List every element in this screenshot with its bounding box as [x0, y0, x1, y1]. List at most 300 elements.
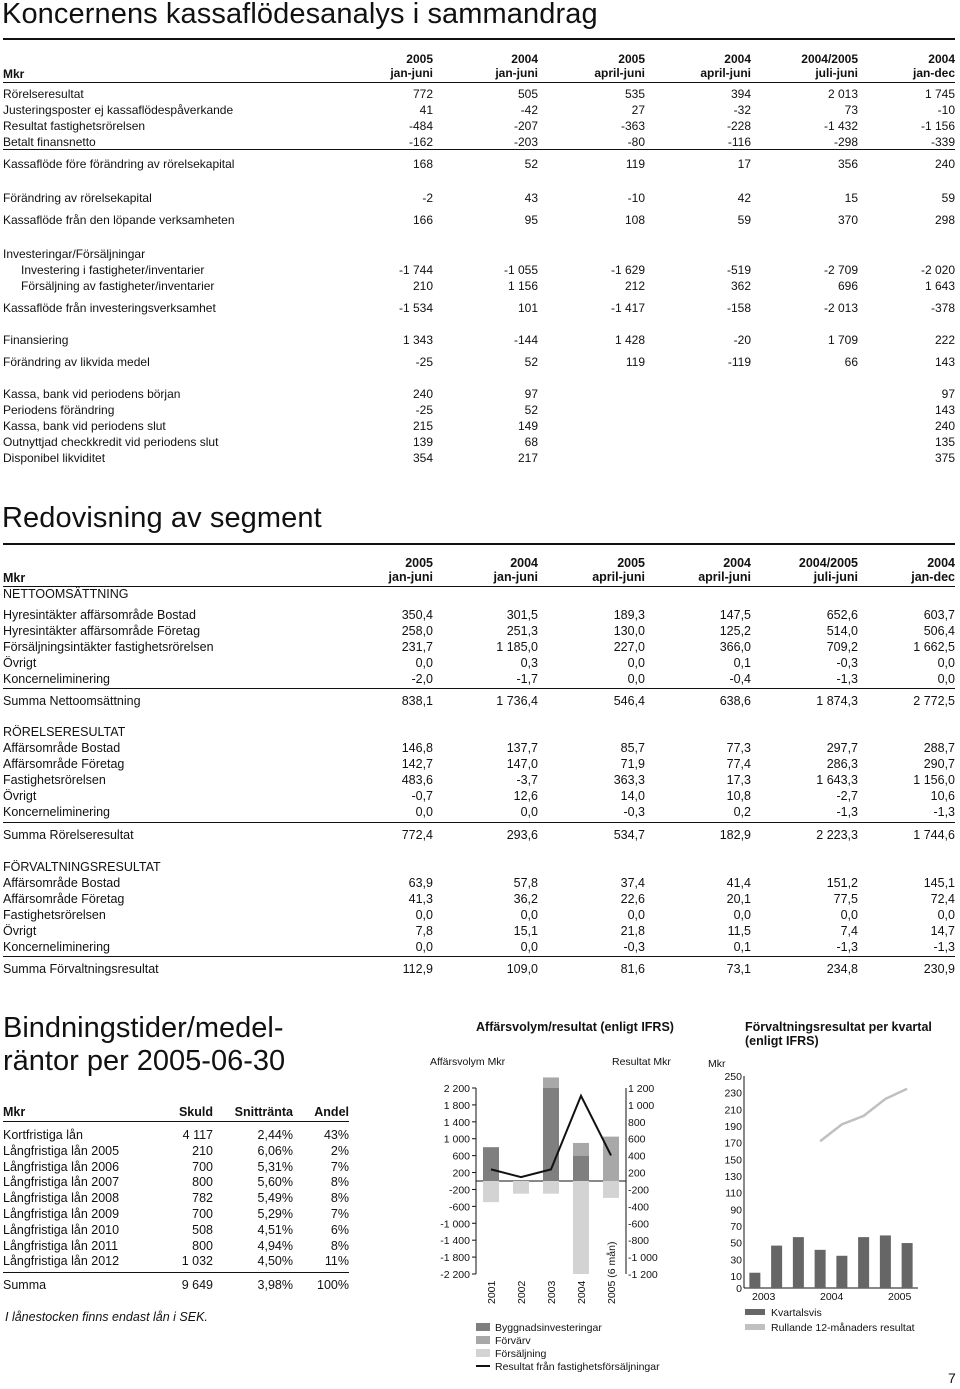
row-value: 72,4	[930, 892, 955, 906]
tick-label: -1 000	[440, 1218, 470, 1231]
chart2-svg	[700, 1050, 940, 1350]
table-row	[3, 586, 955, 602]
table-row	[3, 262, 955, 278]
row-separator	[3, 688, 955, 689]
row-value: 258,0	[401, 624, 433, 638]
page-number: 7	[948, 1370, 956, 1386]
row-value: 41,3	[408, 892, 433, 906]
row-value: -162	[408, 135, 433, 149]
row-value: 20,1	[726, 892, 751, 906]
bar	[749, 1273, 760, 1288]
row-value: 41,4	[726, 876, 751, 890]
bar	[573, 1181, 589, 1274]
row-value: 52	[524, 355, 538, 369]
row-value: -363	[620, 119, 645, 133]
row-value: 370	[837, 213, 858, 227]
row-value: 68	[524, 435, 538, 449]
legend-label: Rullande 12-månaders resultat	[771, 1322, 915, 1334]
row-value: 2%	[330, 1143, 349, 1158]
row-value: 210	[412, 279, 433, 293]
table-row	[3, 134, 955, 150]
debt-header-rule	[3, 1121, 349, 1122]
row-value: 100%	[317, 1278, 349, 1292]
cashflow-header-rule	[3, 82, 955, 83]
chart1-title	[476, 1020, 696, 1034]
chart1-svg	[430, 1050, 705, 1380]
row-value: 297,7	[826, 741, 858, 755]
x-tick-label: 2005 (6 mån)	[606, 1241, 618, 1304]
row-value: -1,7	[516, 672, 538, 686]
row-value: 43	[524, 191, 538, 205]
row-value: -1 417	[610, 301, 645, 315]
row-label: Affärsområde Bostad	[3, 876, 121, 890]
row-value: 139	[412, 435, 433, 449]
row-value: 212	[624, 279, 645, 293]
row-label: Långfristiga lån 2008	[3, 1191, 120, 1206]
y-axis-label: Mkr	[708, 1058, 726, 1070]
tick-label: 70	[730, 1221, 742, 1233]
x-tick-label: 2003	[752, 1291, 776, 1303]
row-label: Kassa, bank vid periodens slut	[3, 419, 166, 433]
row-value: 7,8	[415, 924, 433, 938]
row-value: 230,9	[923, 962, 955, 976]
row-value: 168	[412, 157, 433, 171]
row-value: 130,0	[613, 624, 645, 638]
tick-label: 600	[628, 1133, 646, 1146]
table-row	[3, 1190, 349, 1206]
row-value: 1 744,6	[913, 828, 955, 842]
row-value: 11,5	[727, 924, 751, 938]
row-value: 43%	[323, 1128, 349, 1142]
row-value: -0,7	[411, 789, 433, 803]
row-label: Förändring av likvida medel	[3, 355, 150, 369]
row-value: 2 772,5	[913, 694, 955, 708]
table-row	[3, 740, 955, 756]
table-row	[3, 1253, 349, 1269]
row-value: -1 055	[503, 263, 538, 277]
row-value: 146,8	[401, 741, 433, 755]
table-row	[3, 907, 955, 923]
row-value: 7,4	[840, 924, 858, 938]
row-value: 0,0	[415, 656, 433, 670]
bar	[483, 1147, 499, 1181]
table-row	[3, 655, 955, 671]
row-value: 7%	[330, 1159, 349, 1174]
chart2-title-text: Förvaltningsresultat per kvartal (enligt IFRS)	[745, 1020, 932, 1048]
bar	[573, 1143, 589, 1156]
row-value: -1 534	[398, 301, 433, 315]
table-row	[3, 859, 955, 875]
row-label: Långfristiga lån 2012	[3, 1254, 120, 1269]
row-value: 234,8	[826, 962, 858, 976]
row-label: Kassa, bank vid periodens början	[3, 387, 181, 401]
row-value: -1,3	[933, 805, 955, 819]
row-value: 2,44%	[257, 1128, 293, 1142]
row-label: Affärsområde Bostad	[3, 741, 121, 755]
row-value: 4 117	[182, 1128, 213, 1142]
row-value: 147,0	[506, 757, 538, 771]
col-year: 2005	[406, 52, 433, 66]
row-value: 125,2	[719, 624, 751, 638]
bar	[880, 1235, 891, 1288]
table-row	[3, 1238, 349, 1254]
row-value: 0,0	[627, 672, 645, 686]
col-year: 2004	[928, 52, 955, 66]
row-value: -339	[930, 135, 955, 149]
tick-label: 150	[724, 1154, 742, 1167]
cashflow-title: Koncernens kassaflödesanalys i sammandrag	[2, 0, 598, 30]
cashflow-header	[3, 52, 955, 82]
row-value: 6%	[330, 1222, 349, 1237]
row-value: 15,1	[513, 924, 538, 938]
bar	[543, 1181, 559, 1194]
row-label: Summa	[3, 1278, 47, 1292]
debt-header	[3, 1104, 349, 1120]
row-value: 298	[934, 213, 955, 227]
cashflow-title-rule	[3, 38, 955, 40]
row-value: 119	[625, 157, 645, 171]
row-value: 1 343	[402, 333, 433, 347]
row-value: 638,6	[719, 694, 751, 708]
row-value: -80	[627, 135, 645, 149]
row-value: 1 643	[924, 279, 955, 293]
row-label: Kassaflöde från den löpande verksamheten	[3, 213, 235, 227]
table-row	[3, 434, 955, 450]
row-value: -203	[513, 135, 538, 149]
tick-label: 110	[725, 1187, 742, 1200]
row-value: 838,1	[401, 694, 433, 708]
legend-label: Kvartalsvis	[771, 1307, 822, 1319]
tick-label: 1 000	[443, 1133, 470, 1146]
row-value: Skuld	[178, 1105, 213, 1119]
row-label: Kassaflöde från investeringsverksamhet	[3, 301, 216, 315]
debt-title	[3, 1012, 285, 1078]
tick-label: 1 000	[628, 1099, 655, 1112]
tick-label: 10	[730, 1271, 742, 1283]
tick-label: -400	[628, 1201, 650, 1214]
row-value: 77,3	[726, 741, 751, 755]
legend-swatch	[745, 1324, 765, 1330]
row-value: 135	[934, 435, 955, 449]
row-value: 17,3	[726, 773, 751, 787]
row-label: Fastighetsrörelsen	[3, 908, 106, 922]
row-value: -0,3	[623, 940, 645, 954]
row-value: 73,1	[726, 962, 751, 976]
row-value: Snittränta	[234, 1105, 293, 1119]
row-value: 350,4	[401, 608, 433, 622]
tick-label: -200	[628, 1184, 650, 1197]
row-label: Mkr	[3, 1105, 26, 1119]
col-period: april-juni	[700, 66, 751, 80]
segment-col-header	[845, 556, 955, 584]
table-row	[3, 693, 955, 709]
table-row	[3, 1222, 349, 1238]
table-row	[3, 246, 955, 262]
row-value: -2,7	[836, 789, 858, 803]
row-value: 301,5	[506, 608, 538, 622]
row-value: 1 709	[827, 333, 858, 347]
row-value: 36,2	[513, 892, 538, 906]
row-value: 534,7	[613, 828, 645, 842]
tick-label: -200	[448, 1184, 470, 1197]
row-value: 2 013	[827, 87, 858, 101]
row-value: 363,3	[613, 773, 645, 787]
legend-label: Byggnadsinvesteringar	[495, 1322, 602, 1334]
bar	[902, 1243, 913, 1288]
row-value: 508	[192, 1222, 213, 1237]
row-value: 240	[412, 387, 433, 401]
segment-table	[3, 556, 955, 976]
col-period: april-juni	[698, 570, 751, 584]
table-row	[3, 827, 955, 843]
tick-label: 800	[628, 1116, 646, 1129]
row-value: 63,9	[408, 876, 433, 890]
row-value: 0,0	[733, 908, 751, 922]
row-value: 8%	[330, 1238, 349, 1253]
row-value: -2	[422, 191, 433, 205]
row-value: -25	[415, 403, 433, 417]
row-value: 108	[624, 213, 645, 227]
tick-label: -600	[628, 1218, 650, 1231]
debt-title-line1: Bindningstider/medel-	[3, 1012, 284, 1044]
table-row	[3, 386, 955, 402]
legend-swatch	[476, 1336, 490, 1344]
x-tick-label: 2003	[546, 1280, 558, 1304]
row-label: Kassaflöde före förändring av rörelsekapital	[3, 157, 235, 171]
row-value: 57,8	[513, 876, 538, 890]
row-value: 119	[625, 355, 645, 369]
row-value: 66	[844, 355, 858, 369]
y-right-label: Resultat Mkr	[612, 1056, 671, 1068]
row-value: 1 736,4	[496, 694, 538, 708]
table-row	[3, 961, 955, 977]
row-value: 354	[412, 451, 433, 465]
tick-label: 1 400	[443, 1116, 470, 1129]
row-value: 0,0	[415, 908, 433, 922]
row-value: -116	[727, 135, 751, 149]
row-value: 1 032	[181, 1254, 213, 1269]
row-value: 286,3	[826, 757, 858, 771]
x-tick-label: 2001	[486, 1280, 498, 1304]
legend-swatch	[476, 1349, 490, 1357]
row-value: -1,3	[836, 940, 858, 954]
row-label: Koncerneliminering	[3, 940, 111, 954]
table-row	[3, 190, 955, 206]
bar	[771, 1246, 782, 1288]
tick-label: 200	[628, 1167, 646, 1180]
row-value: -1 432	[823, 119, 858, 133]
cashflow-col-header	[748, 52, 858, 80]
row-value: 4,51%	[257, 1222, 293, 1237]
table-row	[3, 939, 955, 955]
row-value: 1 156,0	[913, 773, 955, 787]
row-value: 109,0	[506, 962, 538, 976]
row-value: 222	[934, 333, 955, 347]
row-value: -10	[627, 191, 645, 205]
tick-label: 130	[724, 1171, 742, 1183]
row-value: 17	[737, 157, 751, 171]
row-label: Hyresintäkter affärsområde Företag	[3, 624, 201, 638]
segment-col-header	[535, 556, 645, 584]
col-year: 2004	[510, 556, 538, 570]
row-value: -144	[513, 333, 538, 347]
row-value: -2 013	[823, 301, 858, 315]
row-value: Andel	[314, 1105, 349, 1119]
table-row	[3, 212, 955, 228]
row-value: 182,9	[719, 828, 751, 842]
row-label: Övrigt	[3, 924, 37, 938]
segment-title: Redovisning av segment	[2, 502, 322, 534]
tick-label: 0	[736, 1283, 742, 1295]
tick-label: 400	[628, 1150, 646, 1163]
bar	[483, 1181, 499, 1202]
row-value: 394	[730, 87, 751, 101]
row-value: 143	[934, 403, 955, 417]
row-value: 251,3	[506, 624, 538, 638]
row-value: 9 649	[181, 1278, 213, 1292]
tick-label: 200	[452, 1167, 470, 1180]
col-year: 2004/2005	[798, 556, 858, 570]
cashflow-col-header	[323, 52, 433, 80]
row-label: Finansiering	[3, 333, 69, 347]
col-year: 2004	[927, 556, 955, 570]
row-value: 1 643,3	[816, 773, 858, 787]
row-value: 85,7	[620, 741, 645, 755]
table-row	[3, 1143, 349, 1159]
row-value: 151,2	[826, 876, 858, 890]
row-value: -298	[833, 135, 858, 149]
table-row	[3, 156, 955, 172]
col-year: 2004	[723, 556, 751, 570]
table-row	[3, 639, 955, 655]
row-value: 27	[631, 103, 645, 117]
row-value: 8%	[330, 1191, 349, 1206]
cashflow-col-header	[845, 52, 955, 80]
tick-label: 190	[724, 1121, 742, 1133]
row-value: 137,7	[506, 741, 538, 755]
table-row	[3, 923, 955, 939]
row-value: 11%	[324, 1254, 349, 1269]
row-value: 12,6	[513, 789, 538, 803]
row-label: Outnyttjad checkkredit vid periodens slut	[3, 435, 219, 449]
x-tick-label: 2005	[888, 1291, 912, 1303]
row-label: Koncerneliminering	[3, 672, 111, 686]
row-value: 700	[192, 1207, 213, 1221]
table-row	[3, 278, 955, 294]
col-year: 2005	[618, 52, 645, 66]
tick-label: -600	[448, 1201, 470, 1214]
row-label: Investering i fastigheter/inventarier	[21, 263, 205, 277]
row-label: Fastighetsrörelsen	[3, 773, 106, 787]
row-value: 7%	[330, 1207, 349, 1221]
row-value: 240	[934, 419, 955, 433]
row-value: 356	[837, 157, 858, 171]
segment-header	[3, 556, 955, 586]
row-value: 362	[730, 279, 751, 293]
table-row	[3, 1159, 349, 1175]
col-period: jan-juni	[388, 570, 433, 584]
table-row	[3, 332, 955, 348]
bar	[513, 1181, 529, 1194]
row-value: 546,4	[613, 694, 645, 708]
x-tick-label: 2002	[516, 1280, 528, 1304]
tick-label: -1 800	[440, 1252, 470, 1265]
row-value: -1,3	[933, 940, 955, 954]
row-value: -25	[415, 355, 433, 369]
row-value: 505	[517, 87, 538, 101]
chart2-title	[745, 1020, 955, 1048]
row-value: 0,2	[733, 805, 751, 819]
tick-label: 250	[724, 1071, 742, 1083]
col-year: 2005	[617, 556, 645, 570]
row-label: Försäljning av fastigheter/inventarier	[21, 279, 215, 293]
row-value: 142,7	[401, 757, 433, 771]
row-value: 166	[412, 213, 433, 227]
row-value: -2 020	[920, 263, 955, 277]
row-value: 217	[517, 451, 538, 465]
row-value: 0,0	[840, 908, 858, 922]
row-value: 800	[192, 1175, 213, 1190]
cashflow-mkr-label: Mkr	[3, 67, 25, 81]
row-value: 81,6	[620, 962, 645, 976]
row-value: 288,7	[923, 741, 955, 755]
bar	[793, 1237, 804, 1288]
row-label: Försäljningsintäkter fastighetsrörelsen	[3, 640, 214, 654]
y-left-label: Affärsvolym Mkr	[430, 1056, 506, 1068]
segment-title-rule	[3, 543, 955, 545]
col-period: juli-juni	[813, 570, 858, 584]
cashflow-table	[3, 52, 955, 465]
row-value: -119	[727, 355, 751, 369]
debt-note: I lånestocken finns endast lån i SEK.	[5, 1310, 208, 1324]
tick-label: 1 800	[443, 1099, 470, 1112]
row-label: Långfristiga lån 2006	[3, 1159, 120, 1174]
segment-mkr-label: Mkr	[3, 571, 26, 585]
rolling-line	[820, 1089, 907, 1142]
row-separator	[3, 956, 955, 957]
row-value: 0,1	[733, 940, 751, 954]
table-row	[3, 450, 955, 466]
tick-label: -2 200	[440, 1269, 470, 1281]
row-value: -378	[930, 301, 955, 315]
row-label: Kortfristiga lån	[3, 1128, 83, 1142]
legend-label: Resultat från fastighetsförsäljningar	[495, 1361, 660, 1373]
row-value: 5,60%	[257, 1175, 293, 1190]
row-value: 293,6	[506, 828, 538, 842]
row-label: Övrigt	[3, 656, 37, 670]
row-value: 97	[941, 387, 955, 401]
row-value: 5,29%	[257, 1207, 293, 1221]
row-value: 0,0	[415, 940, 433, 954]
row-value: -1,3	[836, 672, 858, 686]
row-value: 0,0	[937, 656, 955, 670]
row-label: Justeringsposter ej kassaflödespåverkande	[3, 103, 234, 117]
row-value: 772	[412, 87, 433, 101]
col-period: jan-juni	[493, 570, 538, 584]
tick-label: 170	[724, 1137, 742, 1150]
row-value: 709,2	[826, 640, 858, 654]
row-value: 603,7	[923, 608, 955, 622]
table-row	[3, 607, 955, 623]
col-period: juli-juni	[815, 66, 858, 80]
row-label: NETTOOMSÄTTNING	[3, 587, 129, 601]
row-value: 147,5	[719, 608, 751, 622]
row-value: 97	[524, 387, 538, 401]
row-value: 0,0	[627, 656, 645, 670]
row-value: 14,0	[620, 789, 645, 803]
row-value: -42	[520, 103, 538, 117]
row-value: -0,3	[836, 656, 858, 670]
